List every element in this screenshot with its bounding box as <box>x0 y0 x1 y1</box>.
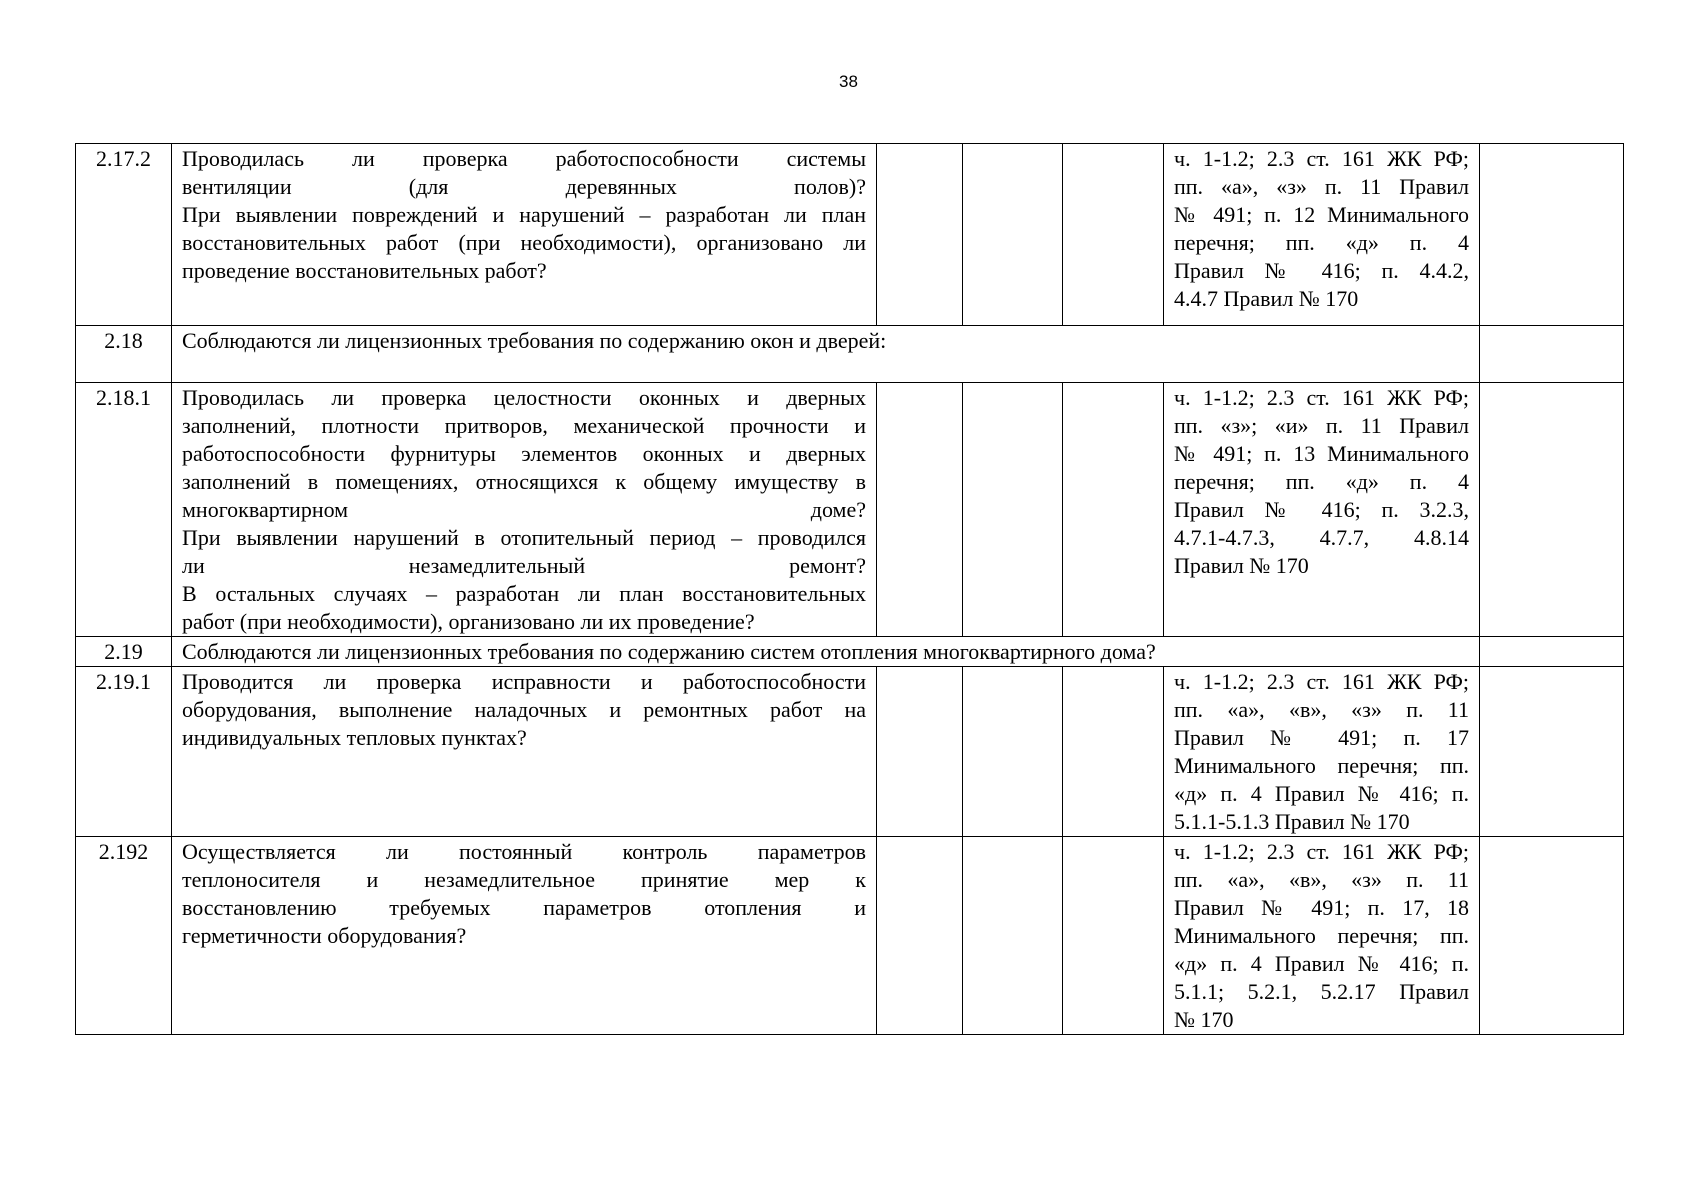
question-line: восстановительных работ (при необходимости), организовано ли <box>182 230 866 255</box>
reference-line: перечня; пп. «д» п. 4 <box>1174 469 1469 494</box>
question-line: вентиляции (для деревянных полов)? <box>182 174 866 199</box>
reference-line: 5.1.1-5.1.3 Правил № 170 <box>1174 809 1410 834</box>
reference-line: пп. «а», «в», «з» п. 11 <box>1174 697 1469 722</box>
question-line: Проводилась ли проверка работоспособности системы <box>182 146 866 171</box>
reference-line: пп. «а», «з» п. 11 Правил <box>1174 174 1469 199</box>
question-text <box>172 144 877 326</box>
question-line: проведение восстановительных работ? <box>182 258 547 283</box>
table-row <box>76 667 1624 837</box>
reference-line: № 491; п. 13 Минимального <box>1174 441 1469 466</box>
question-line: восстановлению требуемых параметров отопления и <box>182 895 866 920</box>
reference-line: Правил № 416; п. 3.2.3, <box>1174 497 1469 522</box>
reference-line: Правил № 491; п. 17 <box>1174 725 1469 750</box>
table-row <box>76 383 1624 637</box>
item-number: 2.17.2 <box>76 144 172 326</box>
answer-na-cell <box>1063 383 1164 637</box>
item-number: 2.18 <box>76 326 172 383</box>
reference-line: Минимального перечня; пп. <box>1174 923 1469 948</box>
reference-line: Правил № 491; п. 17, 18 <box>1174 895 1469 920</box>
item-number: 2.19.1 <box>76 667 172 837</box>
reference-line: ч. 1-1.2; 2.3 ст. 161 ЖК РФ; <box>1174 385 1469 410</box>
answer-no-cell <box>963 667 1063 837</box>
reference-line: № 491; п. 12 Минимального <box>1174 202 1469 227</box>
notes-cell <box>1480 144 1624 326</box>
question-text <box>172 837 877 1035</box>
notes-cell <box>1480 667 1624 837</box>
question-line: работоспособности фурнитуры элементов оконных и дверных <box>182 441 866 466</box>
legal-reference <box>1164 837 1480 1035</box>
question-line: заполнений в помещениях, относящихся к общему имуществу в <box>182 469 866 494</box>
question-text <box>172 667 877 837</box>
answer-na-cell <box>1063 144 1164 326</box>
answer-no-cell <box>963 383 1063 637</box>
reference-line: пп. «з»; «и» п. 11 Правил <box>1174 413 1469 438</box>
question-line: теплоносителя и незамедлительное принятие мер к <box>182 867 866 892</box>
question-line: индивидуальных тепловых пунктах? <box>182 725 527 750</box>
question-line: В остальных случаях – разработан ли план восстановительных <box>182 581 866 606</box>
question-line: Осуществляется ли постоянный контроль параметров <box>182 839 866 864</box>
notes-cell <box>1480 637 1624 667</box>
question-line: При выявлении нарушений в отопительный период – проводился <box>182 525 866 550</box>
question-line: заполнений, плотности притворов, механической прочности и <box>182 413 866 438</box>
answer-yes-cell <box>877 667 963 837</box>
reference-line: 4.7.1-4.7.3, 4.7.7, 4.8.14 <box>1174 525 1469 550</box>
reference-line: ч. 1-1.2; 2.3 ст. 161 ЖК РФ; <box>1174 146 1469 171</box>
legal-reference <box>1164 144 1480 326</box>
reference-line: Минимального перечня; пп. <box>1174 753 1469 778</box>
answer-na-cell <box>1063 837 1164 1035</box>
reference-line: Правил № 170 <box>1174 553 1309 578</box>
legal-reference <box>1164 383 1480 637</box>
answer-no-cell <box>963 837 1063 1035</box>
table-row <box>76 144 1624 326</box>
notes-cell <box>1480 326 1624 383</box>
question-line: многоквартирном доме? <box>182 497 866 522</box>
section-heading: Соблюдаются ли лицензионных требования по содержанию систем отопления многоквартирного дома? <box>172 637 1480 667</box>
reference-line: ч. 1-1.2; 2.3 ст. 161 ЖК РФ; <box>1174 839 1469 864</box>
reference-line: «д» п. 4 Правил № 416; п. <box>1174 951 1469 976</box>
checklist-table <box>75 143 1624 1035</box>
answer-yes-cell <box>877 144 963 326</box>
item-number: 2.192 <box>76 837 172 1035</box>
reference-line: № 170 <box>1174 1007 1234 1032</box>
section-heading: Соблюдаются ли лицензионных требования по содержанию окон и дверей: <box>172 326 1480 383</box>
question-line: Проводилась ли проверка целостности оконных и дверных <box>182 385 866 410</box>
notes-cell <box>1480 837 1624 1035</box>
question-line: При выявлении повреждений и нарушений – разработан ли план <box>182 202 866 227</box>
question-line: оборудования, выполнение наладочных и ремонтных работ на <box>182 697 866 722</box>
question-line: работ (при необходимости), организовано ли их проведение? <box>182 609 755 634</box>
notes-cell <box>1480 383 1624 637</box>
reference-line: пп. «а», «в», «з» п. 11 <box>1174 867 1469 892</box>
page-number: 38 <box>839 72 858 91</box>
reference-line: ч. 1-1.2; 2.3 ст. 161 ЖК РФ; <box>1174 669 1469 694</box>
table-row <box>76 837 1624 1035</box>
section-heading-row <box>76 637 1624 667</box>
answer-no-cell <box>963 144 1063 326</box>
section-heading-row <box>76 326 1624 383</box>
reference-line: 5.1.1; 5.2.1, 5.2.17 Правил <box>1174 979 1469 1004</box>
reference-line: 4.4.7 Правил № 170 <box>1174 286 1359 311</box>
question-line: Проводится ли проверка исправности и работоспособности <box>182 669 866 694</box>
question-line: ли незамедлительный ремонт? <box>182 553 866 578</box>
legal-reference <box>1164 667 1480 837</box>
question-line: герметичности оборудования? <box>182 923 467 948</box>
item-number: 2.18.1 <box>76 383 172 637</box>
question-text <box>172 383 877 637</box>
answer-na-cell <box>1063 667 1164 837</box>
reference-line: «д» п. 4 Правил № 416; п. <box>1174 781 1469 806</box>
reference-line: Правил № 416; п. 4.4.2, <box>1174 258 1469 283</box>
reference-line: перечня; пп. «д» п. 4 <box>1174 230 1469 255</box>
answer-yes-cell <box>877 837 963 1035</box>
item-number: 2.19 <box>76 637 172 667</box>
answer-yes-cell <box>877 383 963 637</box>
